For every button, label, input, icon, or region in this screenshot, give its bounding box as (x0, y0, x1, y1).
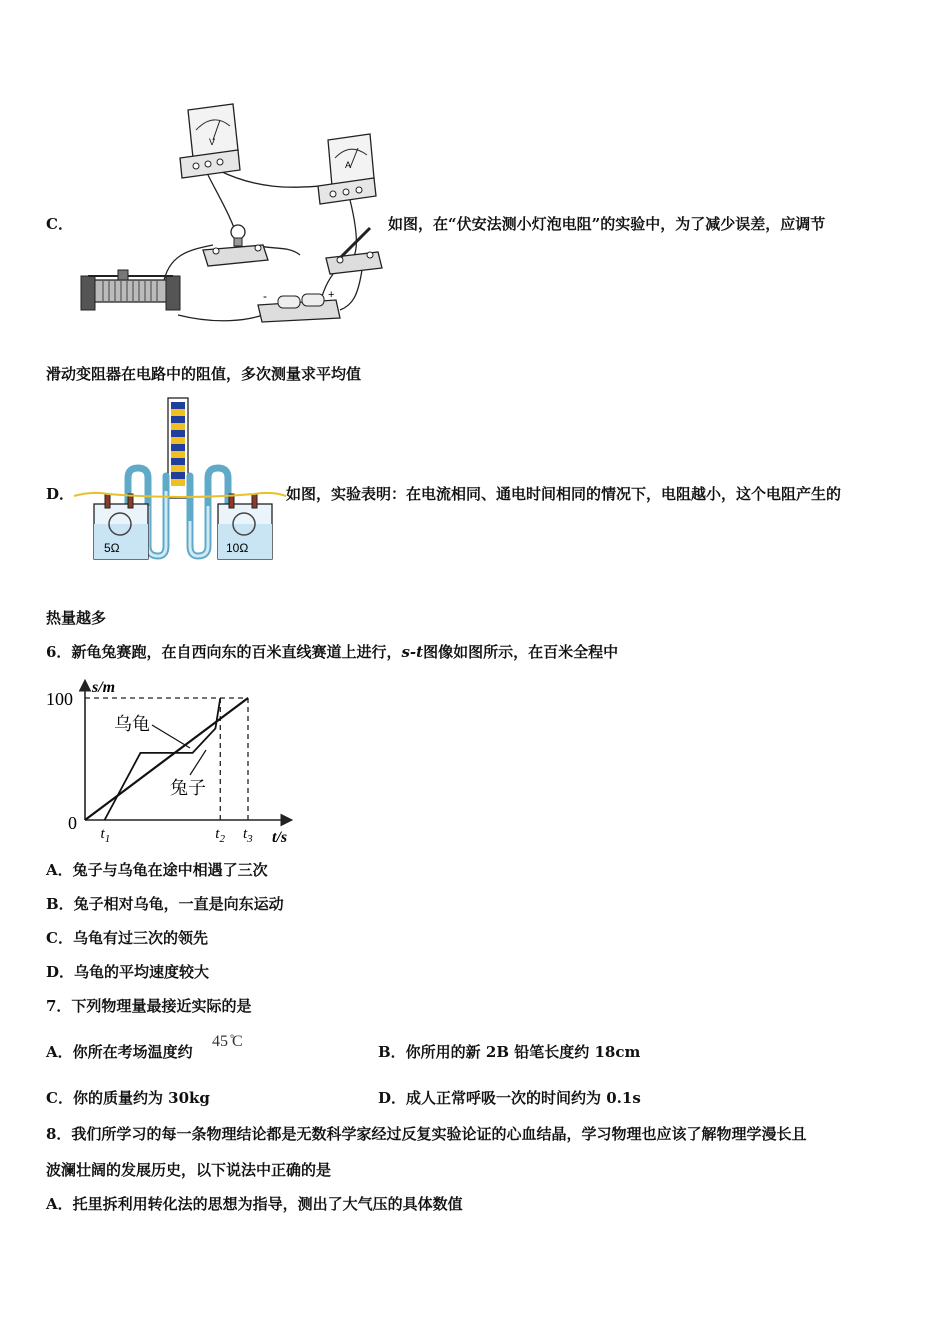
voltmeter-label: V (209, 137, 216, 147)
q8-option-a: A．托里拆利用转化法的思想为指导，测出了大气压的具体数值 (46, 1195, 463, 1213)
q6-stem: 6．新龟兔赛跑，在自西向东的百米直线赛道上进行，s-t图像如图所示，在百米全程中 (46, 643, 619, 661)
st-chart (40, 670, 300, 850)
x-tick-t1: $t_1$ (100, 826, 111, 845)
x-axis-label: t/s (272, 829, 288, 846)
y-tick-100: 100 (46, 689, 73, 709)
option-c-text: 如图，在“伏安法测小灯泡电阻”的实验中，为了减少误差，应调节 (388, 215, 826, 233)
battery-minus: - (263, 289, 267, 303)
x-tick-t2: $t_2$ (215, 826, 225, 845)
x-tick-t3: $t_3$ (243, 826, 253, 845)
right-resistor-label: 10Ω (226, 541, 249, 555)
ammeter-label: A (345, 160, 352, 170)
option-d-text: 如图，实验表明：在电流相同、通电时间相同的情况下，电阻越小，这个电阻产生的 (286, 485, 842, 503)
voltmeter (180, 104, 240, 178)
origin-label: 0 (68, 813, 77, 833)
series-label-tortoise: 乌龟 (114, 714, 150, 734)
option-c-label: C． (46, 215, 73, 233)
option-d-label: D． (46, 485, 75, 503)
q7-option-a-value: 45 ̊C (212, 1033, 243, 1050)
q8-stem-line2: 波澜壮阔的发展历史，以下说法中正确的是 (46, 1161, 332, 1179)
q6-option-c: C．乌龟有过三次的领先 (46, 929, 208, 947)
q7-option-b: B．你所用的新 2B 铅笔长度约 18cm (378, 1043, 641, 1061)
option-d-text-cont: 热量越多 (46, 609, 107, 627)
q7-option-a: A．你所在考场温度约 (46, 1043, 193, 1061)
left-resistor-label: 5Ω (104, 541, 120, 555)
q7-stem: 7．下列物理量最接近实际的是 (46, 997, 252, 1015)
battery-plus: + (328, 289, 335, 301)
option-c-text-cont: 滑动变阻器在电路中的阻值，多次测量求平均值 (46, 365, 362, 383)
battery (258, 289, 340, 322)
ammeter (318, 134, 376, 204)
switch (326, 228, 382, 274)
q6-option-b: B．兔子相对乌龟，一直是向东运动 (46, 895, 284, 913)
q6-option-a: A．兔子与乌龟在途中相遇了三次 (46, 861, 268, 879)
q7-option-d: D．成人正常呼吸一次的时间约为 0.1s (378, 1089, 641, 1107)
joule-heating-figure (72, 396, 287, 566)
series-line-tortoise (85, 698, 248, 820)
q6-option-d: D．乌龟的平均速度较大 (46, 963, 210, 981)
q8-stem-line1: 8．我们所学习的每一条物理结论都是无数科学家经过反复实验论证的心血结晶，学习物理也应该了解物理学漫长且 (46, 1125, 807, 1143)
q7-option-c: C．你的质量约为 30kg (46, 1089, 210, 1107)
y-axis-label: s/m (92, 679, 116, 696)
series-label-rabbit: 兔子 (170, 778, 206, 798)
rheostat (81, 270, 180, 310)
circuit-figure (78, 100, 388, 325)
leader-tortoise (152, 725, 190, 748)
